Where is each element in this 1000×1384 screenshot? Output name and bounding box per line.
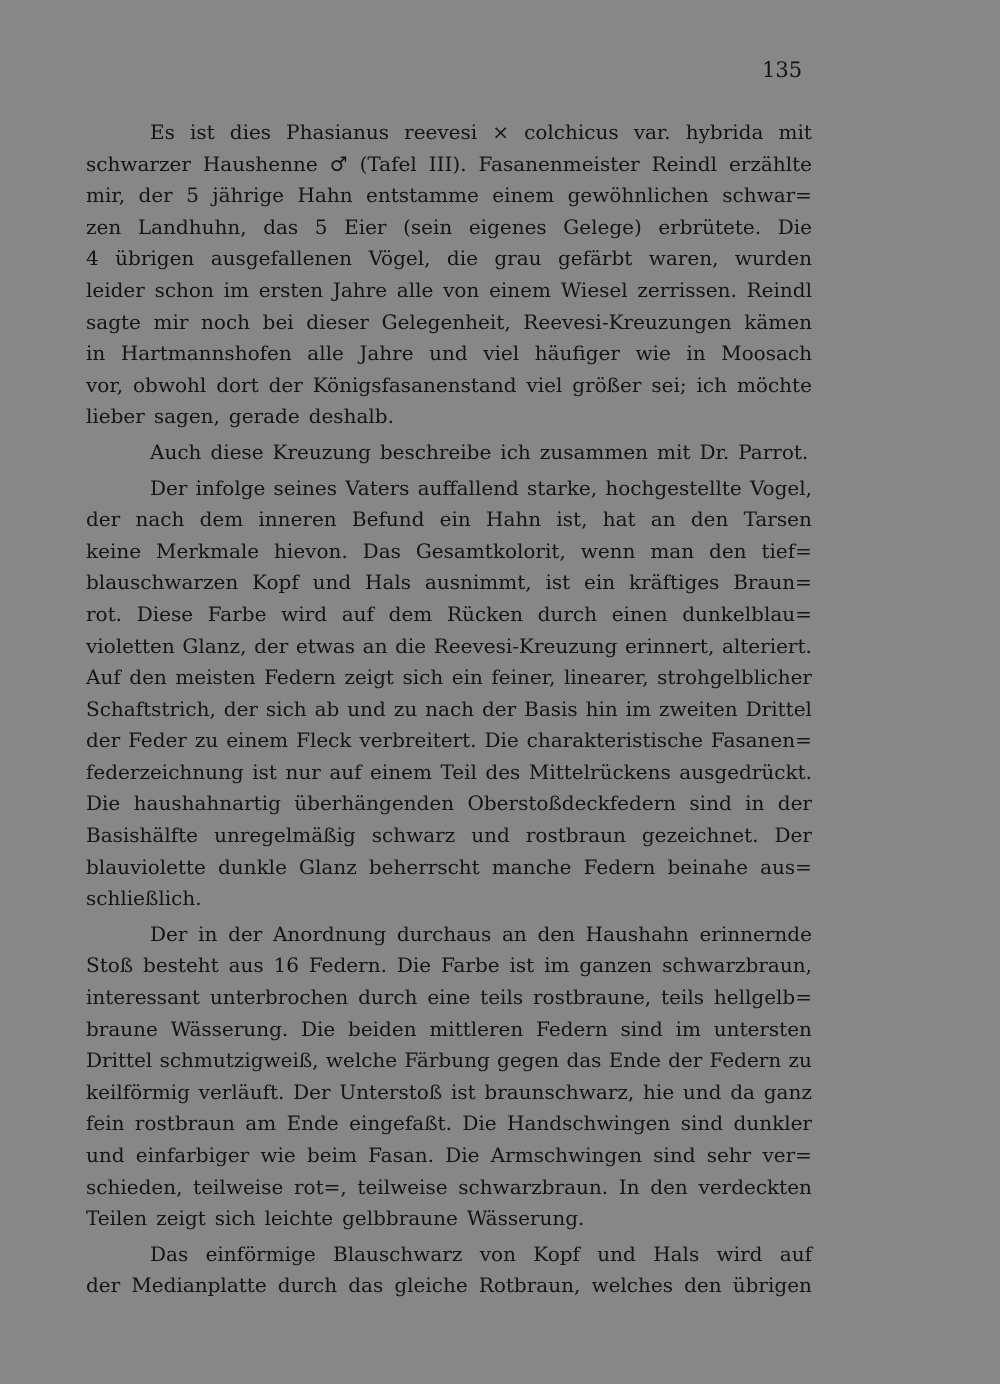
text-line: der nach dem inneren Befund ein Hahn ist, hat an den Tarsen (86, 507, 812, 532)
text-line: in Hartmannshofen alle Jahre und viel häufiger wie in Moosach (86, 341, 812, 366)
paragraph (86, 1239, 812, 1302)
text-line: Schaftstrich, der sich ab und zu nach der Basis hin im zweiten Drittel (86, 696, 812, 721)
body-text (86, 117, 812, 1302)
text-line: braune Wässerung. Die beiden mittleren Federn sind im untersten (86, 1016, 812, 1041)
text-line: Der in der Anordnung durchaus an den Haushahn erinnernde (150, 921, 812, 946)
text-line: federzeichnung ist nur auf einem Teil des Mittelrückens ausgedrückt. (86, 759, 812, 784)
text-line: lieber sagen, gerade deshalb. (86, 404, 394, 429)
text-line: Der infolge seines Vaters auffallend starke, hochgestellte Vogel, (150, 475, 812, 500)
text-line: Basishälfte unregelmäßig schwarz und rostbraun gezeichnet. Der (86, 823, 812, 848)
text-line: leider schon im ersten Jahre alle von einem Wiesel zerrissen. Reindl (86, 277, 812, 302)
text-line: Das einförmige Blauschwarz von Kopf und Hals wird auf (150, 1241, 812, 1266)
page-number: 135 (762, 58, 803, 82)
text-line: Drittel schmutzigweiß, welche Färbung gegen das Ende der Federn zu (86, 1048, 812, 1073)
text-line: zen Landhuhn, das 5 Eier (sein eigenes Gelege) erbrütete. Die (86, 214, 812, 239)
text-line: Auch diese Kreuzung beschreibe ich zusammen mit Dr. Parrot. (150, 439, 809, 464)
text-line: Die haushahnartig überhängenden Oberstoßdeckfedern sind in der (86, 791, 812, 816)
text-line: schließlich. (86, 886, 202, 911)
paragraph (86, 437, 812, 469)
text-line: schwarzer Haushenne ♂ (Tafel III). Fasanenmeister Reindl erzählte (86, 151, 812, 176)
text-line: vor, obwohl dort der Königsfasanenstand viel größer sei; ich möchte (86, 372, 812, 397)
text-line: Es ist dies Phasianus reevesi × colchicus var. hybrida mit (150, 120, 812, 144)
text-line: blauviolette dunkle Glanz beherrscht manche Federn beinahe aus= (86, 854, 812, 879)
paragraph (86, 919, 812, 1235)
text-line: keine Merkmale hievon. Das Gesamtkolorit, wenn man den tief= (86, 538, 812, 563)
text-line: schieden, teilweise rot=, teilweise schwarzbraun. In den verdeckten (86, 1174, 812, 1199)
text-line: violetten Glanz, der etwas an die Reevesi-Kreuzung erinnert, alteriert. (86, 633, 812, 658)
text-line: sagte mir noch bei dieser Gelegenheit, Reevesi-Kreuzungen kämen (86, 309, 812, 334)
text-line: interessant unterbrochen durch eine teils rostbraune, teils hellgelb= (86, 985, 812, 1010)
text-line: Auf den meisten Federn zeigt sich ein feiner, linearer, strohgelblicher (86, 665, 812, 690)
text-line: und einfarbiger wie beim Fasan. Die Armschwingen sind sehr ver= (86, 1143, 812, 1167)
text-line: Stoß besteht aus 16 Federn. Die Farbe ist im ganzen schwarzbraun, (86, 953, 812, 978)
text-line: blauschwarzen Kopf und Hals ausnimmt, ist ein kräftiges Braun= (86, 570, 812, 595)
text-line: rot. Diese Farbe wird auf dem Rücken durch einen dunkelblau= (86, 601, 812, 626)
text-line: Teilen zeigt sich leichte gelbbraune Wässerung. (86, 1206, 585, 1231)
text-line: der Feder zu einem Fleck verbreitert. Die charakteristische Fasanen= (86, 728, 812, 753)
text-line: fein rostbraun am Ende eingefaßt. Die Handschwingen sind dunkler (86, 1111, 812, 1136)
paragraph (86, 473, 812, 915)
text-line: mir, der 5 jährige Hahn entstamme einem gewöhnlichen schwar= (86, 183, 812, 208)
text-line: keilförmig verläuft. Der Unterstoß ist braunschwarz, hie und da ganz (86, 1079, 812, 1104)
text-line: der Medianplatte durch das gleiche Rotbraun, welches den übrigen (86, 1273, 812, 1298)
paragraph (86, 117, 812, 433)
text-line: 4 übrigen ausgefallenen Vögel, die grau gefärbt waren, wurden (86, 246, 812, 271)
